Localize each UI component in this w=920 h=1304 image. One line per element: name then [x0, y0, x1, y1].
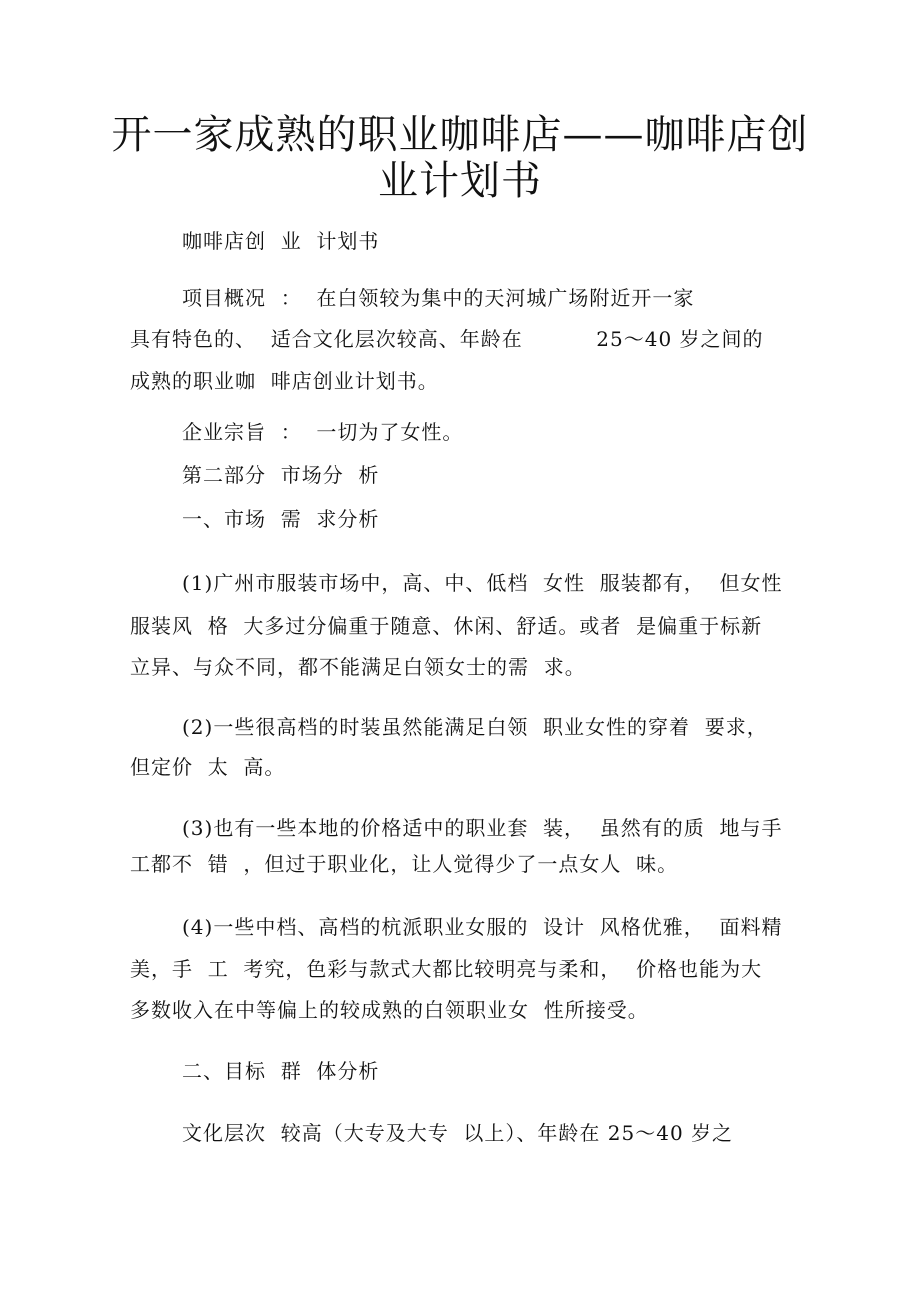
- text-line: 但定价 太 高。: [130, 755, 286, 779]
- purpose-line: 企业宗旨 ： 一切为了女性。: [182, 420, 464, 444]
- text-line: 项目概况 ： 在白领较为集中的天河城广场附近开一家: [182, 286, 695, 310]
- text-line: 成熟的职业咖 啡店创业计划书。: [130, 369, 439, 393]
- paragraph-5: 文化层次 较高（大专及大专 以上）、年龄在 25～40 岁之: [182, 1121, 734, 1145]
- section1-heading: 一、市场 需 求分析: [182, 507, 380, 531]
- text-line: (1)广州市服装市场中，高、中、低档 女性 服装都有， 但女性: [182, 571, 783, 595]
- text-line: (3)也有一些本地的价格适中的职业套 装， 虽然有的质 地与手: [182, 816, 783, 840]
- text-line: 工都不 错 ，但过于职业化，让人觉得少了一点女人 味。: [130, 852, 679, 876]
- text-line: 具有特色的、 适合文化层次较高、年龄在 25～40 岁之间的: [130, 327, 764, 351]
- text-line: 服装风 格 大多过分偏重于随意、休闲、舒适。或者 是偏重于标新: [130, 614, 763, 638]
- section2-heading: 二、目标 群 体分析: [182, 1059, 380, 1083]
- text-line: (4)一些中档、高档的杭派职业女服的 设计 风格优雅， 面料精: [182, 915, 783, 939]
- text-line: 立异、与众不同，都不能满足白领女士的需 求。: [130, 655, 586, 679]
- title-line-2: 业计划书: [378, 158, 542, 204]
- subtitle: 咖啡店创 业 计划书: [182, 229, 380, 253]
- text-line: (2)一些很高档的时装虽然能满足白领 职业女性的穿着 要求，: [182, 715, 768, 739]
- part2-heading: 第二部分 市场分 析: [182, 463, 380, 487]
- title-line-1: 开一家成熟的职业咖啡店——咖啡店创: [111, 112, 809, 158]
- text-line: 多数收入在中等偏上的较成熟的白领职业女 性所接受。: [130, 998, 649, 1022]
- text-line: 美，手 工 考究，色彩与款式大都比较明亮与柔和， 价格也能为大: [130, 957, 763, 981]
